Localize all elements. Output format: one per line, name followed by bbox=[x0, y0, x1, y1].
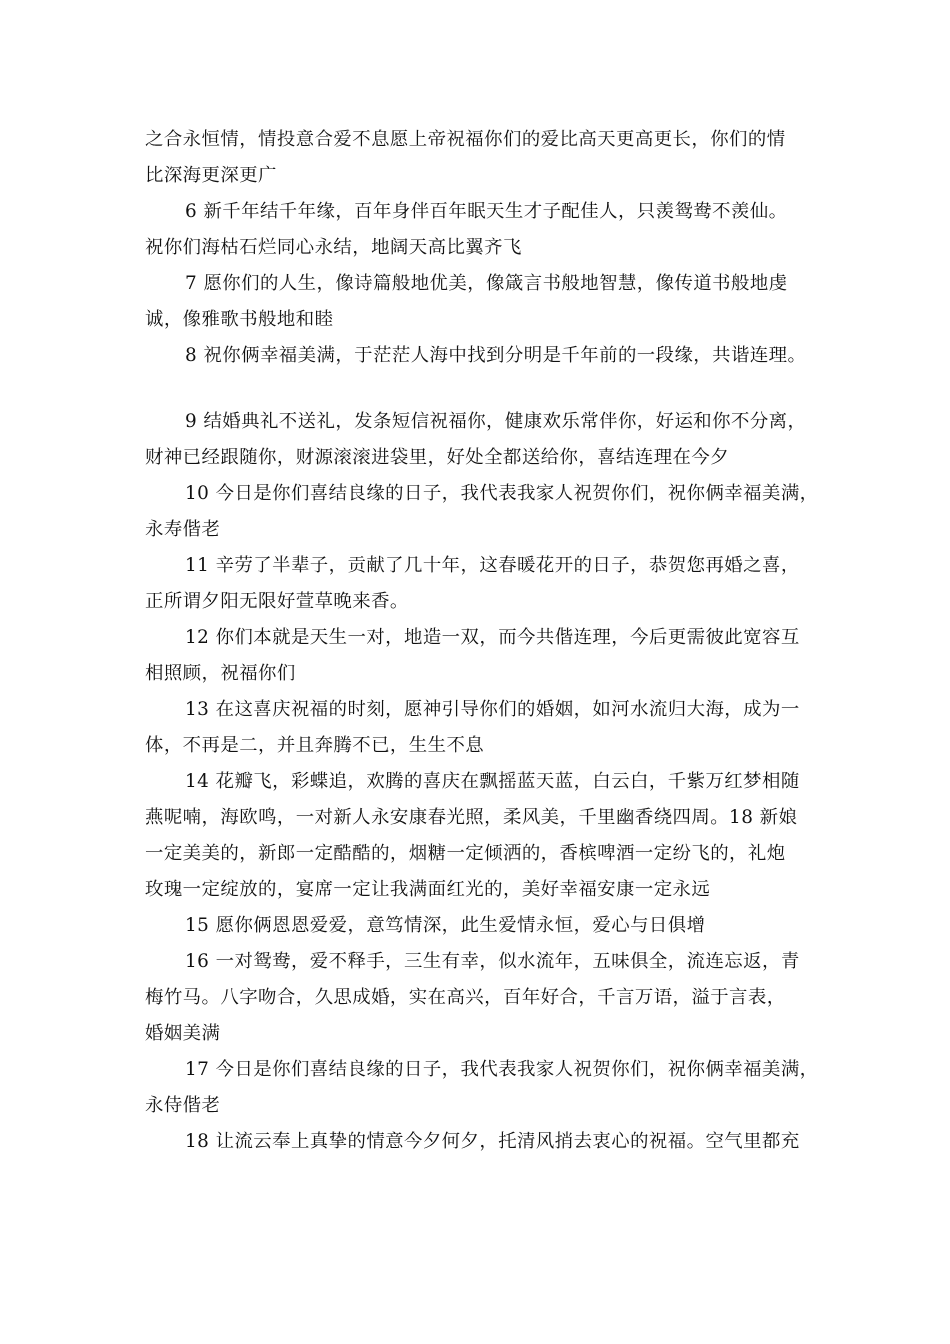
text-line: 燕呢喃，海欧鸣，一对新人永安康春光照，柔风美，千里幽香绕四周。18 新娘 bbox=[145, 807, 798, 828]
paragraph-start: 14 花瓣飞，彩蝶追，欢腾的喜庆在飘摇蓝天蓝，白云白，千紫万红梦相随 bbox=[185, 771, 800, 792]
text-line: 比深海更深更广 bbox=[145, 165, 277, 186]
blank-gap bbox=[145, 374, 825, 404]
text-line: 婚姻美满 bbox=[145, 1023, 221, 1044]
paragraph-start: 11 辛劳了半辈子，贡献了几十年，这春暖花开的日子，恭贺您再婚之喜， bbox=[185, 555, 800, 576]
text-line: 玫瑰一定绽放的，宴席一定让我满面红光的，美好幸福安康一定永远 bbox=[145, 879, 711, 900]
text-line: 一定美美的，新郎一定酷酷的，烟糖一定倾洒的，香槟啤酒一定纷飞的，礼炮 bbox=[145, 843, 786, 864]
text-line: 永侍偕老 bbox=[145, 1095, 221, 1116]
text-line: 之合永恒情，情投意合爱不息愿上帝祝福你们的爱比高天更高更长，你们的情 bbox=[145, 129, 786, 150]
text-line: 诚，像雅歌书般地和睦 bbox=[145, 309, 334, 330]
text-line: 体，不再是二，并且奔腾不已，生生不息 bbox=[145, 735, 485, 756]
paragraph-start: 15 愿你俩恩恩爱爱，意笃情深，此生爱情永恒，爱心与日俱增 bbox=[185, 915, 706, 936]
paragraph-start: 16 一对鸳鸯，爱不释手，三生有幸，似水流年，五味俱全，流连忘返，青 bbox=[185, 951, 800, 972]
paragraph-start: 13 在这喜庆祝福的时刻，愿神引导你们的婚姻，如河水流归大海，成为一 bbox=[185, 699, 800, 720]
paragraph-start: 12 你们本就是天生一对，地造一双，而今共偕连理，今后更需彼此宽容互 bbox=[185, 627, 800, 648]
text-line: 正所谓夕阳无限好萱草晚来香。 bbox=[145, 591, 409, 612]
paragraph-start: 8 祝你俩幸福美满，于茫茫人海中找到分明是千年前的一段缘，共谐连理。 bbox=[185, 345, 807, 366]
text-line: 梅竹马。八字吻合，久思成婚，实在高兴，百年好合，千言万语，溢于言表， bbox=[145, 987, 786, 1008]
document-body bbox=[145, 122, 825, 1160]
paragraph-start: 9 结婚典礼不送礼，发条短信祝福你，健康欢乐常伴你，好运和你不分离， bbox=[185, 411, 807, 432]
text-line: 祝你们海枯石烂同心永结，地阔天高比翼齐飞 bbox=[145, 237, 522, 258]
paragraph-start: 18 让流云奉上真挚的情意今夕何夕，托清风捎去衷心的祝福。空气里都充 bbox=[185, 1131, 800, 1152]
text-line: 永寿偕老 bbox=[145, 519, 221, 540]
paragraph-start: 10 今日是你们喜结良缘的日子，我代表我家人祝贺你们，祝你俩幸福美满， bbox=[185, 483, 819, 504]
paragraph-start: 7 愿你们的人生，像诗篇般地优美，像箴言书般地智慧，像传道书般地虔 bbox=[185, 273, 788, 294]
text-line: 财神已经跟随你，财源滚滚进袋里，好处全都送给你，喜结连理在今夕 bbox=[145, 447, 730, 468]
paragraph-start: 17 今日是你们喜结良缘的日子，我代表我家人祝贺你们，祝你俩幸福美满， bbox=[185, 1059, 819, 1080]
paragraph-start: 6 新千年结千年缘，百年身伴百年眠天生才子配佳人，只羡鸳鸯不羡仙。 bbox=[185, 201, 788, 222]
text-line: 相照顾，祝福你们 bbox=[145, 663, 296, 684]
